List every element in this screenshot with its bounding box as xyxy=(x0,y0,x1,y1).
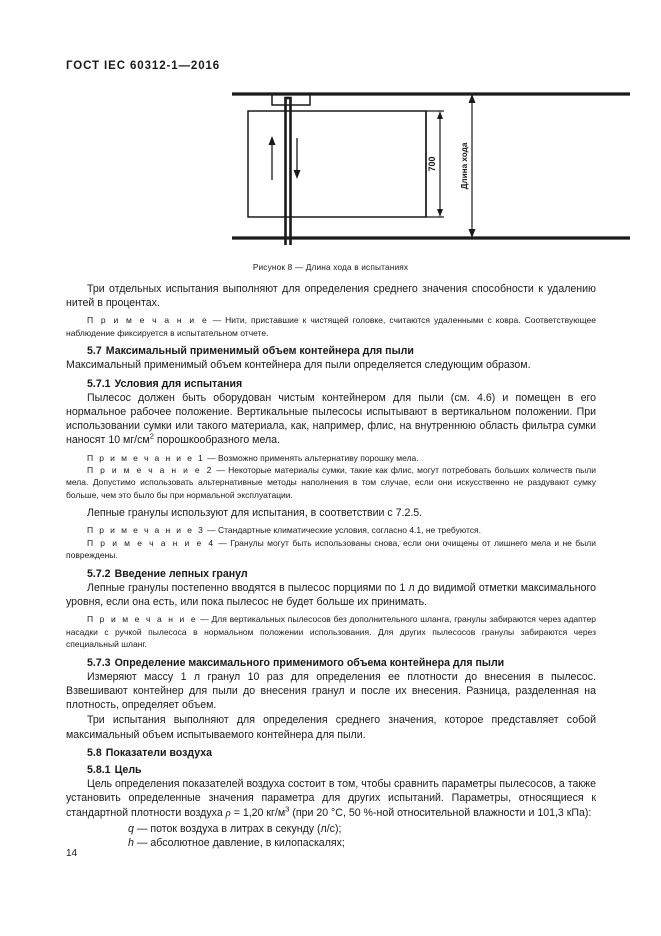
heading-number: 5.8 xyxy=(87,746,102,759)
note-label: П р и м е ч а н и е 1 xyxy=(87,452,205,463)
note-text: — Гранулы могут быть использованы снова, если они очищены от лишнего мела и не были повреждены. xyxy=(66,537,596,561)
note-text: — Нити, приставшие к чистящей головке, считаются удаленными с ковра. Соответствующее наблюдение фиксируется в испытательном отчете. xyxy=(66,315,596,338)
definition-q xyxy=(66,822,596,837)
heading-5-7-2 xyxy=(66,567,596,581)
note-label: П р и м е ч а н и е xyxy=(87,315,209,326)
rho-symbol: ρ xyxy=(225,807,231,819)
document-body xyxy=(66,282,596,851)
note-label: П р и м е ч а н и е 4 xyxy=(87,537,216,548)
definition-h-text: — абсолютное давление, в килопаскалях; xyxy=(133,837,345,850)
text-part-b: = 1,20 кг/м xyxy=(230,806,286,819)
heading-title: Введение лепных гранул xyxy=(114,567,248,580)
heading-number: 5.7.2 xyxy=(87,567,111,580)
note-3-climate xyxy=(66,524,596,536)
heading-number: 5.8.1 xyxy=(87,763,111,776)
text-part-b: порошкообразного мела. xyxy=(153,434,280,447)
note-1-chalk-alternative xyxy=(66,452,596,464)
note-text: — Для вертикальных пылесосов без дополнительного шланга, гранулы забираются через адаптер насадки с ручкой пылесоса в нормальном положении использования. Для других пылесосов гранулы забираются через специальный шланг. xyxy=(66,614,596,650)
heading-5-8-1 xyxy=(66,763,596,777)
note-2-bag-materials xyxy=(66,464,596,501)
heading-title: Определение максимального применимого объема контейнера для пыли xyxy=(114,656,505,669)
text-part-a: Цель определения показателей воздуха состоит в том, чтобы сравнить параметры пылесосов, а также установить определенные значения параметра для других испытаний. Параметры, относящиеся к стандартной плотности воздуха xyxy=(66,778,596,819)
figure-8-diagram xyxy=(232,90,632,245)
note-text: — Некоторые материалы сумки, такие как флис, могут потребовать больших количеств пыли мела. Допустимо использовать альтернативные методы наполнения в том случае, если они искусственно не раздувают сумку больше, чем это было бы при нормальной эксплуатации. xyxy=(66,465,596,500)
note-4-reuse xyxy=(66,537,596,562)
page-number: 14 xyxy=(66,848,78,859)
note-text: — Стандартные климатические условия, согласно 4.1, не требуются. xyxy=(204,525,482,536)
paragraph-max-volume: Максимальный применимый объем контейнера для пыли определяется следующим образом. xyxy=(66,359,531,372)
heading-number: 5.7.1 xyxy=(87,377,111,390)
paragraph-test-conditions xyxy=(66,391,596,448)
note-threads xyxy=(66,314,596,339)
heading-5-8 xyxy=(66,746,596,760)
superscript-area: 2 xyxy=(149,431,154,441)
paragraph-granules-use: Лепные гранулы используют для испытания, в соответствии с 7.2.5. xyxy=(87,507,423,520)
heading-5-7 xyxy=(66,344,596,358)
definition-q-text: — поток воздуха в литрах в секунду (л/с); xyxy=(133,822,342,835)
note-text: — Возможно применять альтернативу порошку мела. xyxy=(204,452,419,463)
heading-5-7-1 xyxy=(66,377,596,391)
paragraph-granule-introduction: Лепные гранулы постепенно вводятся в пылесос порциями по 1 л до видимой отметки максимального уровня, если она есть, или пока пылесос не будет больше их принимать. xyxy=(66,581,596,609)
svg-text:700: 700 xyxy=(427,156,437,172)
paragraph-three-tests-average: Три испытания выполняют для определения среднего значения, которое представляет собой максимальный объем испытываемого контейнера для пыли. xyxy=(66,714,596,741)
text-part-c: (при 20 °С, 50 %-ной относительной влажности и 101,3 кПа): xyxy=(289,806,592,819)
paragraph-three-tests: Три отдельных испытания выполняют для определения среднего значения способности к удалению нитей в процентах. xyxy=(66,283,596,310)
heading-title: Условия для испытания xyxy=(114,377,243,390)
heading-number: 5.7 xyxy=(87,345,102,358)
figure-8-svg xyxy=(232,90,632,245)
note-label: П р и м е ч а н и е xyxy=(87,614,198,625)
document-header: ГОСТ IEC 60312-1—2016 xyxy=(66,60,221,72)
heading-title: Показатели воздуха xyxy=(105,746,213,759)
paragraph-air-performance-purpose xyxy=(66,777,596,821)
note-label: П р и м е ч а н и е 2 xyxy=(87,465,214,476)
paragraph-determination-method: Измеряют массу 1 л гранул 10 раз для определения ее плотности до внесения в пылесос. Взвешивают контейнер для пыли до внесения гранул и после их внесения. Разница, разделенная на плотность, определяет объем. xyxy=(66,670,596,712)
heading-number: 5.7.3 xyxy=(87,656,111,669)
text-part-a: Пылесос должен быть оборудован чистым контейнером для пыли (см. 4.6) и помещен в его нормальное рабочее положение. Вертикальные пылесосы испытывают в вертикальном положении. При использовании сумки или такого материала, как, например, флис, на внутреннюю область фильтра сумки наносят 10 мг/см xyxy=(66,391,596,447)
variable-h: h xyxy=(128,837,134,850)
svg-text:Длина хода: Длина хода xyxy=(460,142,469,190)
definition-h xyxy=(66,836,596,851)
note-label: П р и м е ч а н и е 3 xyxy=(87,525,205,536)
superscript-cubic: 3 xyxy=(285,804,290,814)
variable-q: q xyxy=(128,822,134,835)
note-upright-vacuum xyxy=(66,613,596,650)
figure-8-caption: Рисунок 8 — Длина хода в испытаниях xyxy=(252,262,409,272)
heading-title: Максимальный применимый объем контейнера для пыли xyxy=(105,345,414,358)
heading-title: Цель xyxy=(114,763,142,776)
heading-5-7-3 xyxy=(66,656,596,670)
